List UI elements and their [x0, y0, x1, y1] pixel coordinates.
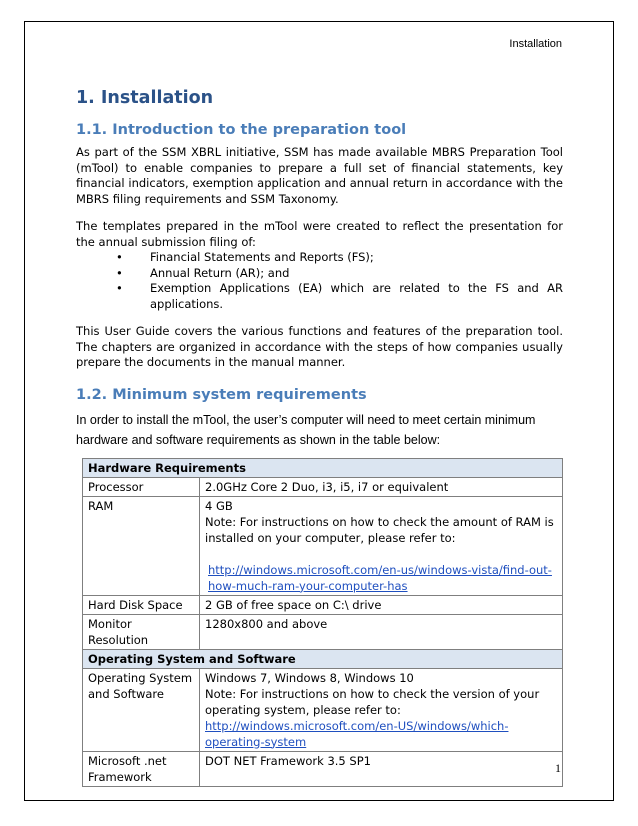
processor-value: 2.0GHz Core 2 Duo, i3, i5, i7 or equivalent — [200, 477, 563, 496]
os-header: Operating System and Software — [83, 649, 563, 668]
filing-types-list — [116, 250, 563, 312]
table-row — [83, 668, 563, 751]
monitor-value: 1280x800 and above — [200, 614, 563, 649]
section-1-1-heading: 1.1. Introduction to the preparation tool — [76, 122, 407, 138]
list-item: • Financial Statements and Reports (FS); — [116, 250, 374, 264]
os-note: Note: For instructions on how to check the version of your operating system, please refer to: — [205, 686, 540, 717]
list-item: • Exemption Applications (EA) which are related to the FS and AR applications. — [116, 281, 563, 311]
page-number: 1 — [555, 761, 561, 775]
table-section-row — [83, 649, 563, 668]
ram-label: RAM — [83, 496, 200, 595]
os-cell — [200, 668, 563, 751]
requirements-table — [82, 458, 563, 787]
bullet-glyph: • — [116, 265, 123, 280]
processor-label: Processor — [83, 477, 200, 496]
bullet-glyph: • — [116, 250, 123, 264]
list-item: • Annual Return (AR); and — [116, 265, 290, 280]
net-value: DOT NET Framework 3.5 SP1 — [200, 751, 563, 786]
table-row — [83, 496, 563, 595]
disk-value: 2 GB of free space on C:\ drive — [200, 595, 563, 614]
section-1-2-heading: 1.2. Minimum system requirements — [76, 386, 367, 403]
user-guide-paragraph: This User Guide covers the various functions and features of the preparation tool. The chapters are organized in accordance with the steps of how companies usually prepare the documents in the manual manner. — [76, 324, 563, 369]
table-row — [83, 477, 563, 496]
table-section-row — [83, 458, 563, 477]
ram-note: Note: For instructions on how to check the amount of RAM is installed on your computer, please refer to: — [205, 514, 554, 545]
os-value: Windows 7, Windows 8, Windows 10 — [205, 670, 414, 685]
requirements-intro: In order to install the mTool, the user’s computer will need to meet certain minimum hardware and software requirements as shown in the table below: — [76, 412, 536, 447]
table-row — [83, 751, 563, 786]
section-1-heading: 1. Installation — [76, 88, 214, 108]
bullet-glyph: • — [116, 281, 123, 295]
os-label: Operating System and Software — [83, 668, 200, 751]
ram-cell — [200, 496, 563, 595]
table-row — [83, 614, 563, 649]
os-link[interactable]: http://windows.microsoft.com/en-US/windows/which-operating-system — [205, 718, 509, 749]
hardware-header: Hardware Requirements — [83, 458, 563, 477]
ram-value: 4 GB — [205, 498, 233, 513]
net-label: Microsoft .net Framework — [83, 751, 200, 786]
monitor-label: Monitor Resolution — [83, 614, 200, 649]
templates-paragraph: The templates prepared in the mTool were created to reflect the presentation for the annual submission filing of: — [76, 219, 563, 249]
ram-link[interactable]: http://windows.microsoft.com/en-us/windows-vista/find-out-how-much-ram-your-computer-has — [208, 562, 552, 593]
document-body — [76, 88, 563, 787]
intro-paragraph: As part of the SSM XBRL initiative, SSM has made available MBRS Preparation Tool (mTool) to enable companies to prepare a full set of financial statements, key financial indicators, exemption application and annual return in accordance with the MBRS filing requirements and SSM Taxonomy. — [76, 145, 563, 206]
disk-label: Hard Disk Space — [83, 595, 200, 614]
table-row — [83, 595, 563, 614]
running-header: Installation — [509, 38, 562, 50]
